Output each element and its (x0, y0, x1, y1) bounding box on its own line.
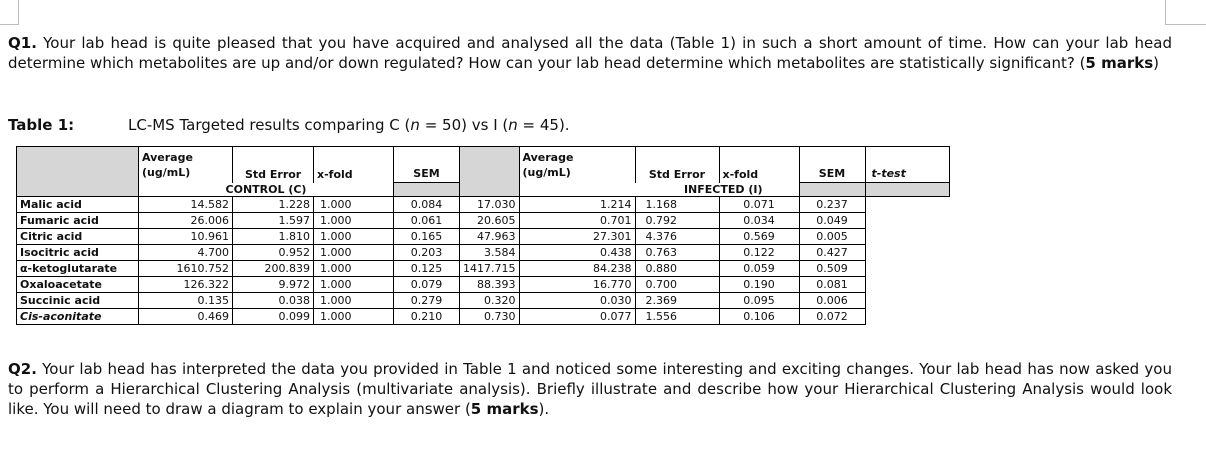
metabolite-name: Isocitric acid (17, 245, 139, 261)
control-sem: 0.203 (394, 245, 460, 261)
control-sem: 0.210 (394, 309, 460, 325)
header-infected-average (519, 147, 635, 183)
header-control-sem: SEM (394, 147, 460, 183)
metabolite-name: Cis-aconitate (17, 309, 139, 325)
infected-average: 1417.715 (460, 261, 520, 277)
control-std-error: 1.228 (233, 197, 314, 213)
infected-xfold: 0.880 (635, 261, 719, 277)
header-infected-average-label: Average (522, 150, 574, 164)
infected-std-error: 0.438 (519, 245, 635, 261)
infected-xfold: 1.168 (635, 197, 719, 213)
infected-average: 17.030 (460, 197, 520, 213)
infected-std-error: 0.077 (519, 309, 635, 325)
ttest-value: 0.081 (799, 277, 865, 293)
infected-xfold: 0.763 (635, 245, 719, 261)
metabolite-name: α-ketoglutarate (17, 261, 139, 277)
control-average: 1610.752 (139, 261, 233, 277)
metabolite-name: Malic acid (17, 197, 139, 213)
ttest-value: 0.072 (799, 309, 865, 325)
control-xfold: 1.000 (314, 245, 394, 261)
header-infected-sem: SEM (799, 147, 865, 183)
caption-n-control: n (410, 116, 420, 134)
control-average: 10.961 (139, 229, 233, 245)
ttest-value: 0.006 (799, 293, 865, 309)
control-std-error: 0.038 (233, 293, 314, 309)
control-average: 126.322 (139, 277, 233, 293)
table-row (17, 309, 950, 325)
header-control-average-label: Average (142, 150, 193, 164)
table-row (17, 197, 950, 213)
header-control-xfold: x-fold (314, 147, 394, 183)
table-row (17, 261, 950, 277)
infected-sem: 0.095 (719, 293, 799, 309)
control-average: 26.006 (139, 213, 233, 229)
control-xfold: 1.000 (314, 213, 394, 229)
infected-sem: 0.190 (719, 277, 799, 293)
control-xfold: 1.000 (314, 197, 394, 213)
control-xfold: 1.000 (314, 309, 394, 325)
group-label-infected: INFECTED (I) (519, 183, 799, 197)
control-xfold: 1.000 (314, 229, 394, 245)
metabolite-name: Succinic acid (17, 293, 139, 309)
header-blank (17, 147, 139, 183)
infected-xfold: 4.376 (635, 229, 719, 245)
header-control-std-error: Std Error (233, 147, 314, 183)
results-table (16, 146, 950, 325)
caption-mid-1: = 50) vs I ( (419, 116, 509, 134)
ttest-value: 0.509 (799, 261, 865, 277)
infected-std-error: 0.030 (519, 293, 635, 309)
ttest-value: 0.049 (799, 213, 865, 229)
table-row (17, 245, 950, 261)
control-sem: 0.084 (394, 197, 460, 213)
infected-sem: 0.106 (719, 309, 799, 325)
control-std-error: 1.810 (233, 229, 314, 245)
infected-std-error: 27.301 (519, 229, 635, 245)
infected-average: 3.584 (460, 245, 520, 261)
metabolite-name: Oxaloacetate (17, 277, 139, 293)
control-std-error: 0.099 (233, 309, 314, 325)
ttest-value: 0.237 (799, 197, 865, 213)
separator-column (460, 147, 520, 197)
header-ttest: t-test (865, 147, 949, 183)
header-infected-std-error: Std Error (635, 147, 719, 183)
table-row (17, 229, 950, 245)
question-2-label: Q2. (8, 360, 37, 378)
infected-sem: 0.569 (719, 229, 799, 245)
ttest-value: 0.005 (799, 229, 865, 245)
control-std-error: 0.952 (233, 245, 314, 261)
control-average: 0.469 (139, 309, 233, 325)
control-sem: 0.125 (394, 261, 460, 277)
control-sem: 0.279 (394, 293, 460, 309)
question-1-marks: 5 marks (1085, 54, 1154, 72)
header-infected-average-unit: (ug/mL) (522, 165, 571, 179)
infected-xfold: 1.556 (635, 309, 719, 325)
infected-average: 20.605 (460, 213, 520, 229)
table-row (17, 277, 950, 293)
control-xfold: 1.000 (314, 261, 394, 277)
question-1-close: ) (1153, 54, 1159, 72)
infected-average: 0.730 (460, 309, 520, 325)
control-xfold: 1.000 (314, 277, 394, 293)
infected-xfold: 0.792 (635, 213, 719, 229)
subheader-blank (17, 183, 139, 197)
subheader-gray-ttest (865, 183, 949, 197)
control-average: 4.700 (139, 245, 233, 261)
page-corner-mark-right (1165, 0, 1206, 25)
control-std-error: 9.972 (233, 277, 314, 293)
caption-n-infected: n (508, 116, 518, 134)
control-sem: 0.165 (394, 229, 460, 245)
infected-sem: 0.059 (719, 261, 799, 277)
infected-xfold: 0.700 (635, 277, 719, 293)
question-1-text: Your lab head is quite pleased that you have acquired and analysed all the data (Table 1) in such a short amount of time. How can your lab head determine which metabolites are up and/or down regulated? How can your lab head determine which metabolites are statistically significant? ( (8, 34, 1172, 72)
question-2-marks: 5 marks (470, 400, 539, 418)
infected-xfold: 2.369 (635, 293, 719, 309)
infected-average: 47.963 (460, 229, 520, 245)
caption-prefix: LC-MS Targeted results comparing C ( (128, 116, 411, 134)
control-sem: 0.061 (394, 213, 460, 229)
question-2 (8, 359, 1172, 419)
infected-std-error: 0.701 (519, 213, 635, 229)
control-std-error: 1.597 (233, 213, 314, 229)
table-row (17, 293, 950, 309)
table-caption-text (128, 116, 570, 134)
infected-average: 0.320 (460, 293, 520, 309)
header-control-average-unit: (ug/mL) (142, 165, 191, 179)
group-label-control: CONTROL (C) (139, 183, 394, 197)
question-1 (8, 33, 1172, 73)
control-average: 14.582 (139, 197, 233, 213)
page-corner-mark-left (0, 0, 19, 25)
subheader-gray-infected-sem (799, 183, 865, 197)
table-caption-label: Table 1: (8, 116, 75, 134)
infected-std-error: 84.238 (519, 261, 635, 277)
header-infected-xfold: x-fold (719, 147, 799, 183)
control-xfold: 1.000 (314, 293, 394, 309)
infected-sem: 0.034 (719, 213, 799, 229)
table-row (17, 213, 950, 229)
infected-average: 88.393 (460, 277, 520, 293)
question-2-text: Your lab head has interpreted the data you provided in Table 1 and noticed some interesting and exciting changes. Your lab head has now asked you to perform a Hierarchical Clustering Analysis (multivariate analysis). Briefly illustrate and describe how your Hierarchical Clustering Analysis would look like. You will need to draw a diagram to explain your answer ( (8, 360, 1172, 418)
question-1-label: Q1. (8, 34, 37, 52)
metabolite-name: Citric acid (17, 229, 139, 245)
ttest-value: 0.427 (799, 245, 865, 261)
infected-std-error: 1.214 (519, 197, 635, 213)
infected-sem: 0.122 (719, 245, 799, 261)
infected-std-error: 16.770 (519, 277, 635, 293)
header-control-average (139, 147, 233, 183)
infected-sem: 0.071 (719, 197, 799, 213)
subheader-gray-control (394, 183, 460, 197)
question-2-close: ). (538, 400, 550, 418)
caption-mid-2: = 45). (517, 116, 570, 134)
metabolite-name: Fumaric acid (17, 213, 139, 229)
control-average: 0.135 (139, 293, 233, 309)
control-sem: 0.079 (394, 277, 460, 293)
control-std-error: 200.839 (233, 261, 314, 277)
